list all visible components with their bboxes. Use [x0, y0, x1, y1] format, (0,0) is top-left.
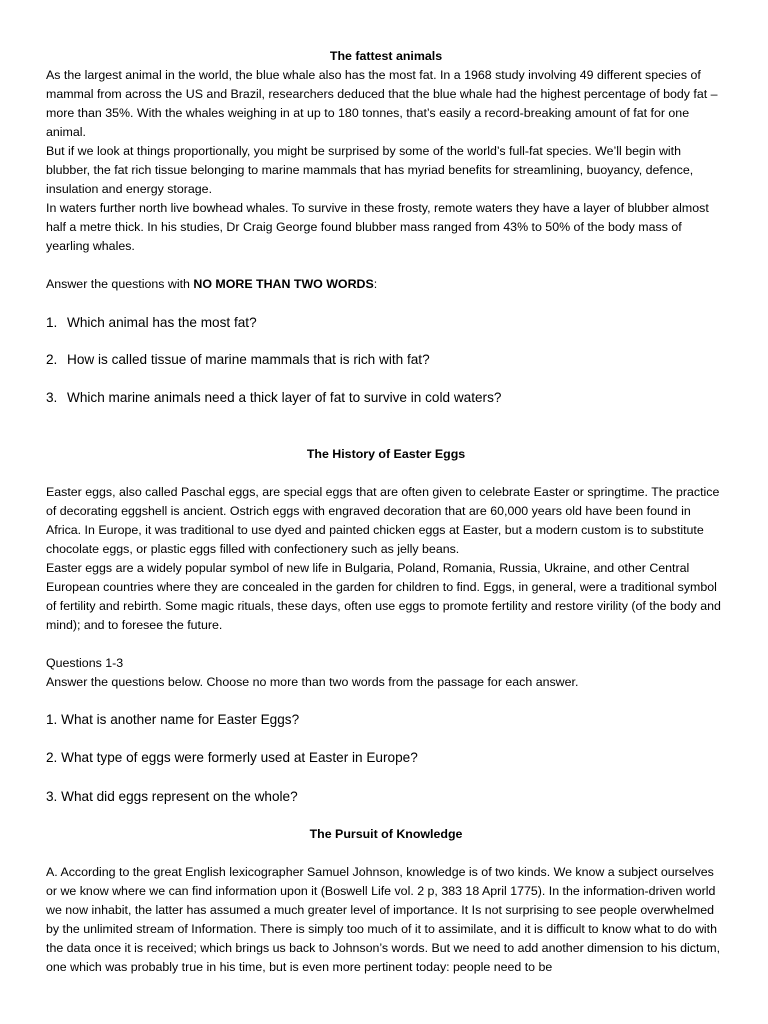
question-item: 2. What type of eggs were formerly used at Easter in Europe?: [46, 750, 418, 765]
questions-heading: Questions 1-3: [46, 656, 124, 670]
question-item: 1. Which animal has the most fat?: [46, 315, 257, 330]
paragraph: As the largest animal in the world, the blue whale also has the most fat. In a 1968 study involving 49 different species of mammal from across the US and Brazil, researchers deduced that the blue whale had the highest percentage of body fat – more than 35%. With the whales weighing in at up to 180 tonnes, that’s easily a record-breaking amount of fat for one animal.: [46, 68, 718, 139]
section-title-pursuit-of-knowledge: The Pursuit of Knowledge: [309, 827, 463, 841]
instruction-emphasis: NO MORE THAN TWO WORDS: [193, 277, 374, 291]
question-item: 3. What did eggs represent on the whole?: [46, 789, 298, 804]
paragraph: Easter eggs, also called Paschal eggs, are special eggs that are often given to celebrate Easter or springtime. The practice of decorating eggshell is ancient. Ostrich eggs with engraved decoration that are 60,000 years old have been found in Africa. In Europe, it was traditional to use dyed and painted chicken eggs at Easter, but a modern custom is to substitute chocolate eggs, or plastic eggs filled with confectionery such as jelly beans.: [46, 485, 720, 556]
paragraph: But if we look at things proportionally, you might be surprised by some of the world’s full-fat species. We’ll begin with blubber, the fat rich tissue belonging to marine mammals that has myriad benefits for streamlining, buoyancy, defence, insulation and energy storage.: [46, 144, 694, 196]
section-title-fattest-animals: The fattest animals: [329, 49, 443, 63]
paragraph: In waters further north live bowhead whales. To survive in these frosty, remote waters they have a layer of blubber almost half a metre thick. In his studies, Dr Craig George found blubber mass ranged from 43% to 50% of the body mass of yearling whales.: [46, 201, 709, 253]
paragraph: Easter eggs are a widely popular symbol of new life in Bulgaria, Poland, Romania, Russia, Ukraine, and other Central European countries where they are concealed in the garden for children to find. Eggs, in general, were a traditional symbol of fertility and rebirth. Some magic rituals, these days, often use eggs to promote fertility and restore virility (of the body and mind); and to foresee the future.: [46, 561, 721, 632]
question-item: 2. How is called tissue of marine mammals that is rich with fat?: [46, 352, 430, 367]
paragraph: A. According to the great English lexicographer Samuel Johnson, knowledge is of two kinds. We know a subject ourselves or we know where we can find information upon it (Boswell Life vol. 2 p, 383 18 April 1775). In the information-driven world we now inhabit, the latter has assumed a much greater level of importance. It Is not surprising to see people overwhelmed by the unlimited stream of Information. There is simply too much of it to assimilate, and it is difficult to know what to do with the data once it is received; which brings us back to Johnson’s words. But we need to add another dimension to his dictum, one which was probably true in his time, but is even more pertinent today: people need to be: [46, 865, 721, 974]
instruction: Answer the questions below. Choose no more than two words from the passage for each answer.: [46, 675, 579, 689]
question-item: 3. Which marine animals need a thick layer of fat to survive in cold waters?: [46, 390, 502, 405]
instruction: Answer the questions with NO MORE THAN TWO WORDS:: [46, 277, 378, 291]
question-item: 1. What is another name for Easter Eggs?: [46, 712, 300, 727]
section-title-easter-eggs: The History of Easter Eggs: [306, 447, 466, 461]
